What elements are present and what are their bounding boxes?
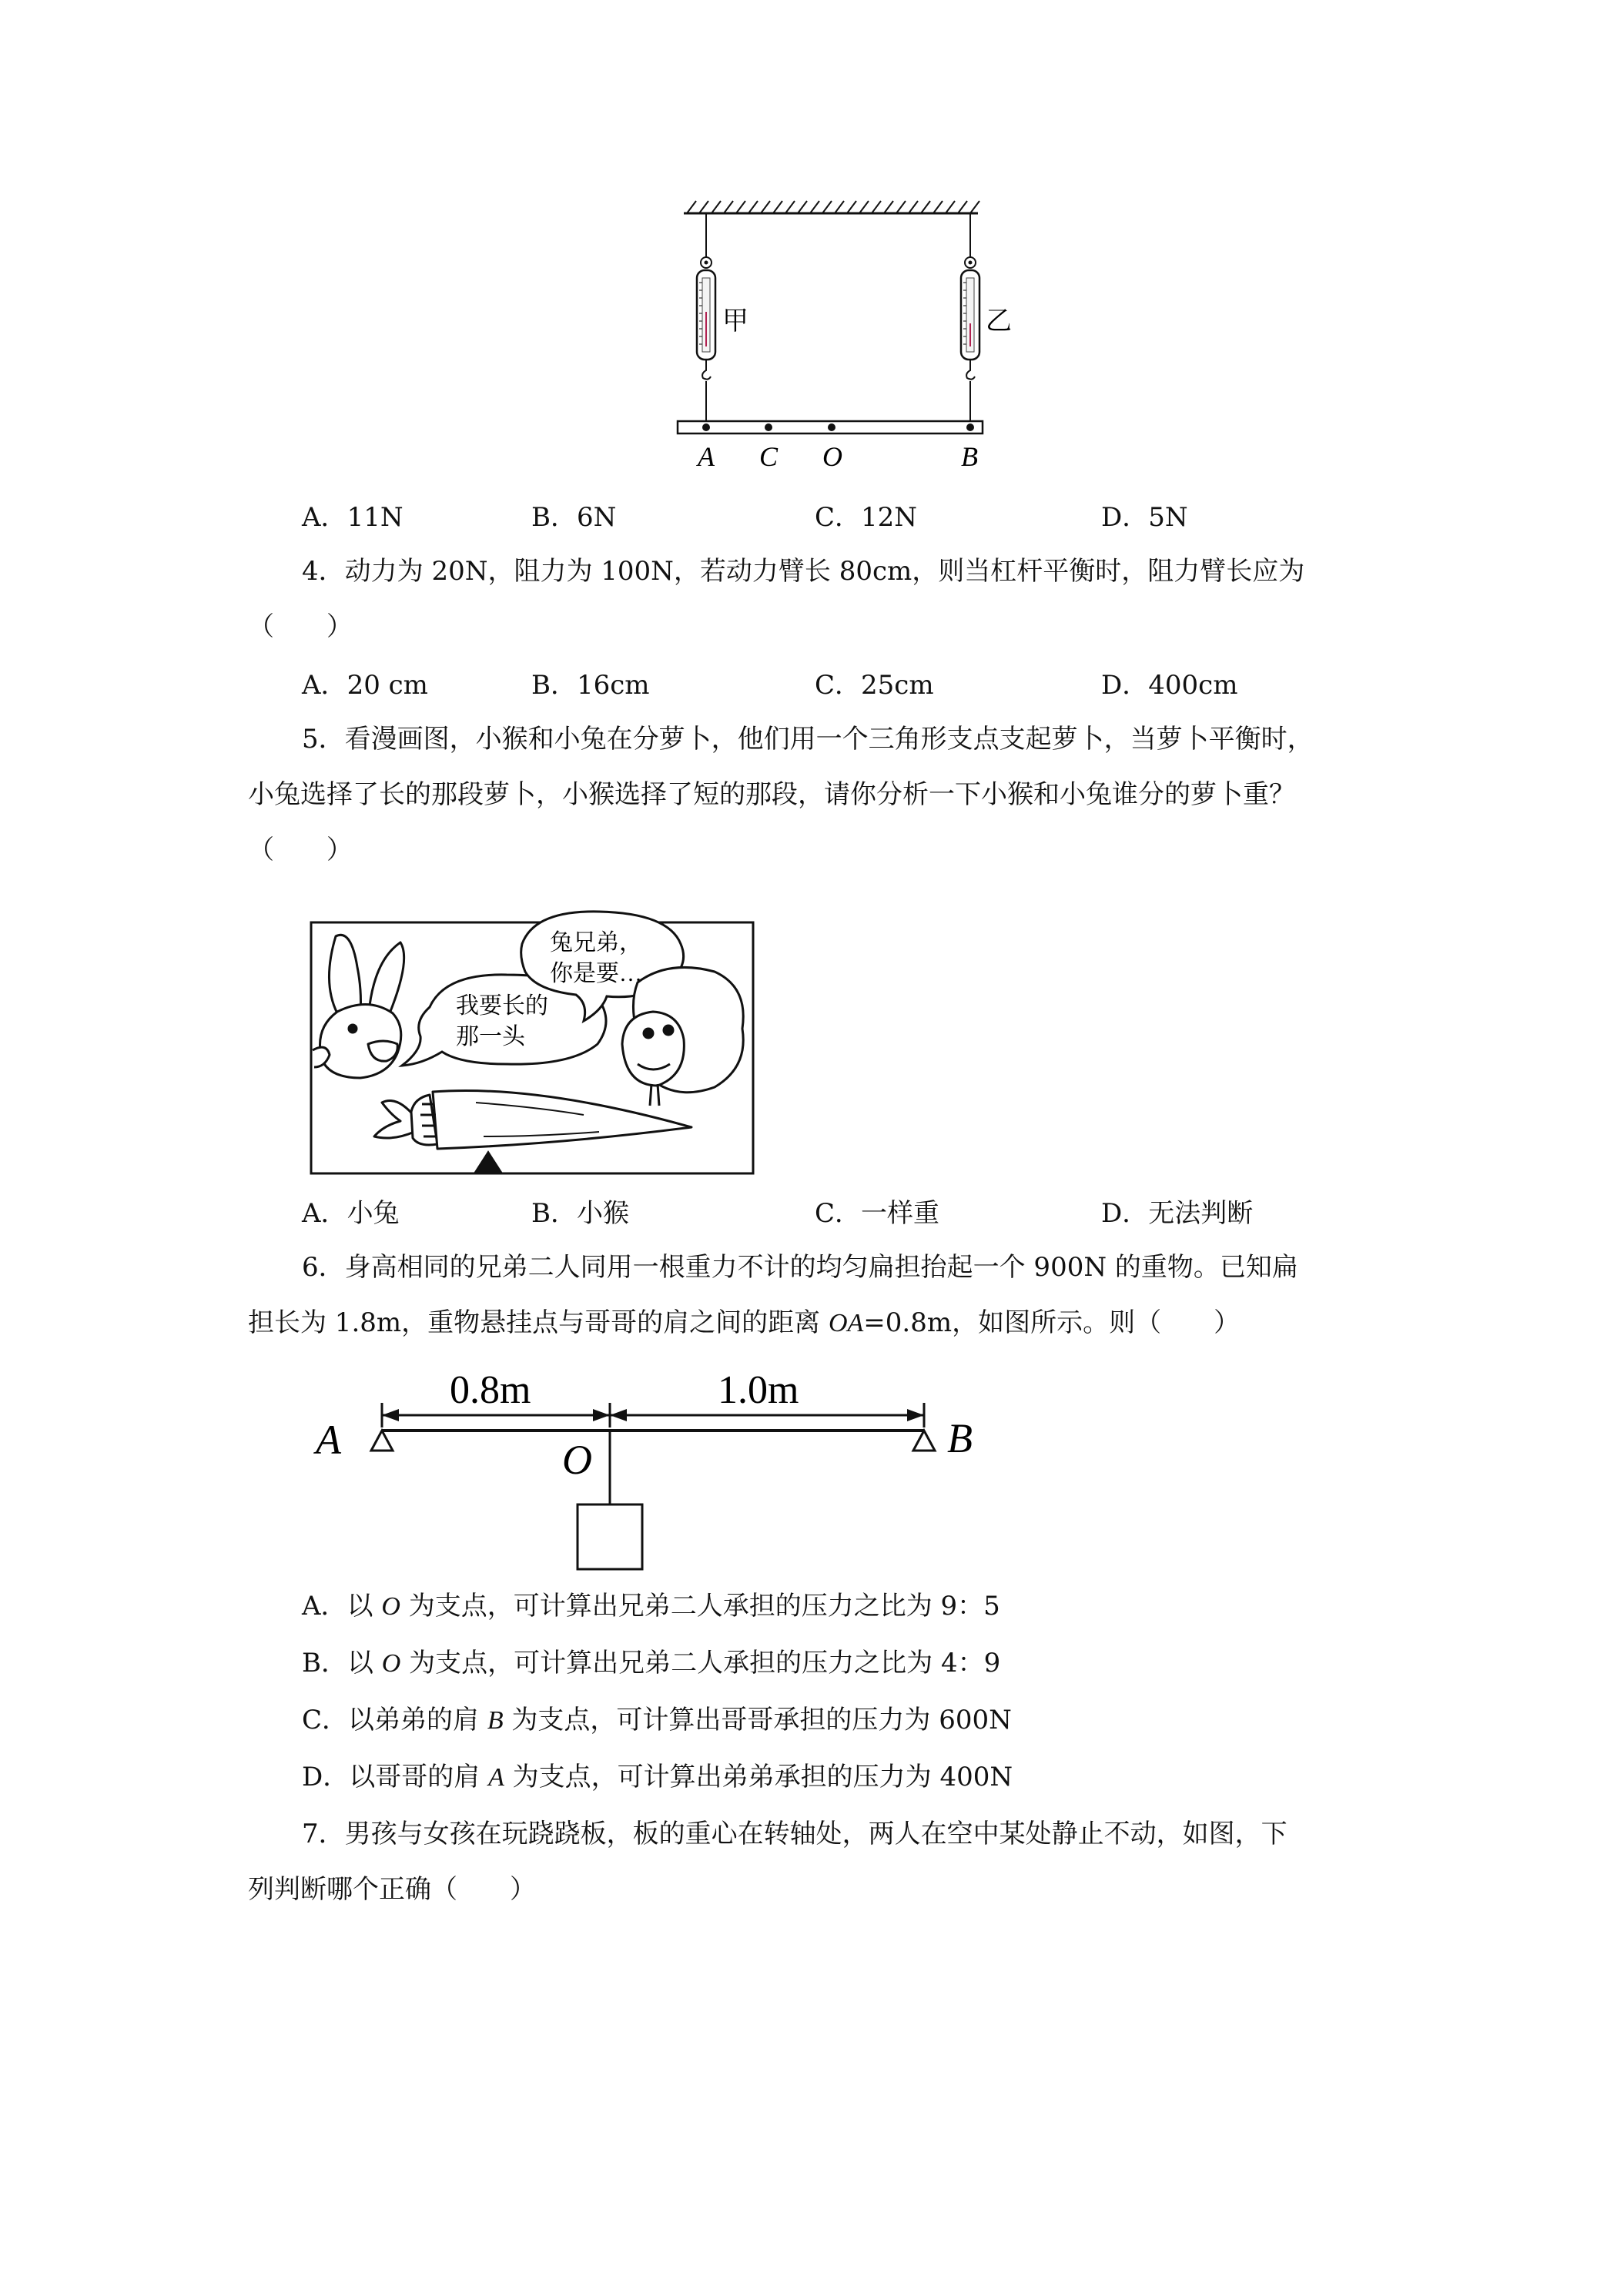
label-yi: 乙 [986, 307, 1012, 336]
q3-option-b: B．6N [531, 502, 617, 533]
dim-left-label: 0.8m [450, 1368, 531, 1412]
carrot-cartoon [306, 913, 758, 1180]
spring-scale-figure [670, 196, 1012, 481]
q5-stem-line2: 小兔选择了长的那段萝卜，小猴选择了短的那段，请你分析一下小猴和小兔谁分的萝卜重？ [248, 779, 1295, 810]
rabbit-bubble-line2: 那一头 [456, 1024, 525, 1049]
q4-option-a: A．20 cm [302, 670, 428, 701]
point-c-label: C [759, 441, 779, 472]
point-a-label: A [698, 441, 715, 472]
q6-stem-line2: 担长为 1.8m，重物悬挂点与哥哥的肩之间的距离 OA=0.8m，如图所示。则（ ） [248, 1307, 1241, 1338]
q3-option-a: A．11N [302, 502, 403, 533]
label-b: B [947, 1415, 973, 1461]
q4-option-b: B．16cm [531, 670, 650, 701]
q5-stem-line3: （ ） [248, 835, 353, 865]
rabbit-bubble-line1: 我要长的 [456, 993, 548, 1019]
shoulder-pole-figure [308, 1368, 1001, 1572]
q6-option-b: B．以 O 为支点，可计算出兄弟二人承担的压力之比为 4：9 [302, 1648, 1001, 1678]
q6-stem-line1: 6．身高相同的兄弟二人同用一根重力不计的均匀扁担抬起一个 900N 的重物。已知扁 [302, 1252, 1298, 1283]
q4-stem-line2: （ ） [248, 611, 353, 642]
q5-option-b: B．小猴 [531, 1198, 629, 1229]
q7-stem-line2: 列判断哪个正确（ ） [248, 1874, 536, 1905]
q7-stem-line1: 7．男孩与女孩在玩跷跷板，板的重心在转轴处，两人在空中某处静止不动，如图，下 [302, 1819, 1287, 1849]
label-a: A [316, 1417, 341, 1463]
q6-option-c: C．以弟弟的肩 B 为支点，可计算出哥哥承担的压力为 600N [302, 1705, 1012, 1735]
q5-option-a: A．小兔 [302, 1198, 400, 1229]
q4-option-d: D．400cm [1101, 670, 1238, 701]
q6-option-d: D．以哥哥的肩 A 为支点，可计算出弟弟承担的压力为 400N [302, 1762, 1013, 1792]
label-jia: 甲 [722, 307, 748, 336]
q4-stem-line1: 4．动力为 20N，阻力为 100N，若动力臂长 80cm，则当杠杆平衡时，阻力臂长应为 [302, 556, 1305, 587]
support-b [913, 1431, 935, 1451]
q3-option-d: D．5N [1101, 502, 1188, 533]
q3-option-c: C．12N [815, 502, 918, 533]
point-b-label: B [961, 441, 978, 472]
monkey-bubble-line1: 兔兄弟， [550, 930, 642, 956]
point-o-label: O [822, 441, 842, 472]
q5-stem-line1: 5．看漫画图，小猴和小兔在分萝卜，他们用一个三角形支点支起萝卜，当萝卜平衡时， [302, 724, 1314, 755]
q5-option-d: D．无法判断 [1101, 1198, 1254, 1229]
q5-option-c: C．一样重 [815, 1198, 940, 1229]
label-o: O [562, 1437, 592, 1483]
dim-right-label: 1.0m [718, 1368, 799, 1412]
monkey-bubble-line2: 你是要… [550, 961, 642, 986]
support-a [371, 1431, 393, 1451]
weight-box [578, 1504, 642, 1569]
q6-option-a: A．以 O 为支点，可计算出兄弟二人承担的压力之比为 9：5 [302, 1591, 1000, 1622]
q4-option-c: C．25cm [815, 670, 934, 701]
